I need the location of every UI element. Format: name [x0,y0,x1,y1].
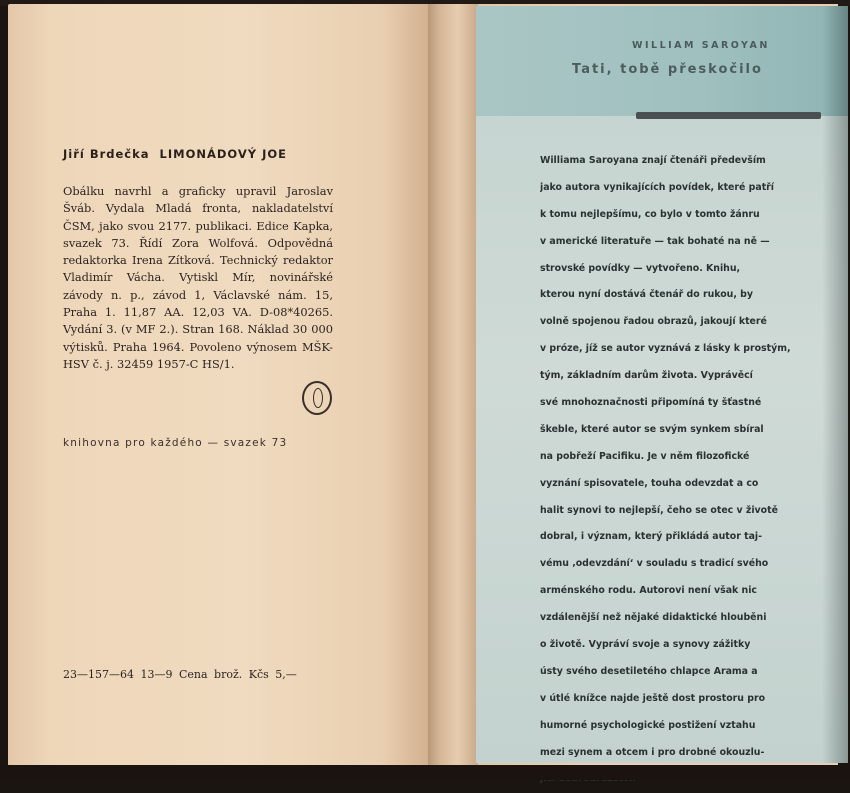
blurb-line: kterou nyní dostává čtenář do rukou, by [540,289,753,301]
series-line: knihovna pro každého — svazek 73 [63,437,288,449]
leaflet-header-band [476,6,848,116]
blurb-line: k tomu nejlepšímu, co bylo v tomto žánru [540,208,760,220]
colophon-text: Obálku navrhl a graficky upravil Jaroslav Šváb. Vydala Mladá fronta, nakladatelství ČSM, jako svou 2177. publikaci. Edice Kapka, svazek 73. Řídí Zora Wolfová. Odpovědná redaktorka Irena Zítková. Technický redaktor Vladimír Vácha. Vytiskl Mír, novinářské závody n. p., závod 1, Václavské nám. 15, Praha 1. 11,87 AA. 12,03 VA. D-08*40265. Vydání 3. (v MF 2.). Stran 168. Náklad 30 000 výtisků. Praha 1964. Povoleno výnosem MŠK-HSV č. j. 32459 1957-C HS/1. [63,184,333,371]
blurb-line: o životě. Vypráví svoje a synovy zážitky [540,639,751,651]
blurb-line: své mnohoznačnosti připomíná ty šťastné [540,397,762,409]
blurb-line: škeble, které autor se svým synkem sbíral [540,423,764,435]
book-title: LIMONÁDOVÝ JOE [159,147,288,161]
blurb-line: jako autora vynikajících povídek, které patří [540,181,775,193]
blurb-line: tým, základním darům života. Vyprávěcí [540,370,753,382]
blurb-line: Williama Saroyana znají čtenáři především [540,155,766,166]
book-author: Jiří Brdečka [63,147,150,161]
blurb-line: v americké literatuře — tak bohaté na ně — [540,235,770,247]
leaflet-shadow [822,6,848,763]
imprint-block [63,147,333,373]
price-line: 23—157—64 13—9 Cena brož. Kčs 5,— [63,668,297,681]
blurb-line: vému ‚odevzdání‘ v souladu s tradicí svého [540,558,769,570]
blurb-line: volně spojenou řadou obrazů, jakoují které [540,316,767,328]
left-page [8,4,433,766]
blurb-line: v útlé knížce najde ještě dost prostoru pro [540,692,766,704]
leaflet-author: WILLIAM SAROYAN [632,40,770,51]
blurb-line: vyznání spisovatele, touha odevzdat a co [540,477,759,489]
blurb-line: arménského rodu. Autorovi není však nic [540,585,757,597]
leaflet-title: Tati, tobě přeskočilo [572,62,763,77]
blurb-line: na pobřeží Pacifiku. Je v něm filozofické [540,450,750,462]
blurb-line: v próze, jíž se autor vyznává z lásky k prostým, [540,343,791,355]
leaflet-blurb [540,148,825,793]
book-gutter [428,4,478,766]
blurb-line: mezi synem a otcem i pro drobné okouzlu- [540,746,765,758]
blurb-line: dobral, i význam, který přikládá autor taj- [540,531,763,543]
leaflet-rule [636,112,821,119]
book-edge-bottom [0,765,850,780]
blurb-line: humorné psychologické postižení vztahu [540,719,756,731]
blurb-line: strovské povídky — vytvořeno. Knihu, [540,262,741,274]
blurb-line: vzdálenější než nějaké didaktické hlouběni [540,612,767,624]
book-heading [63,147,333,161]
blurb-line: ústy svého desetiletého chlapce Arama a [540,665,758,677]
publisher-logo [302,381,332,415]
blurb-line: halit synovi to nejlepší, čeho se otec v životě [540,504,778,516]
